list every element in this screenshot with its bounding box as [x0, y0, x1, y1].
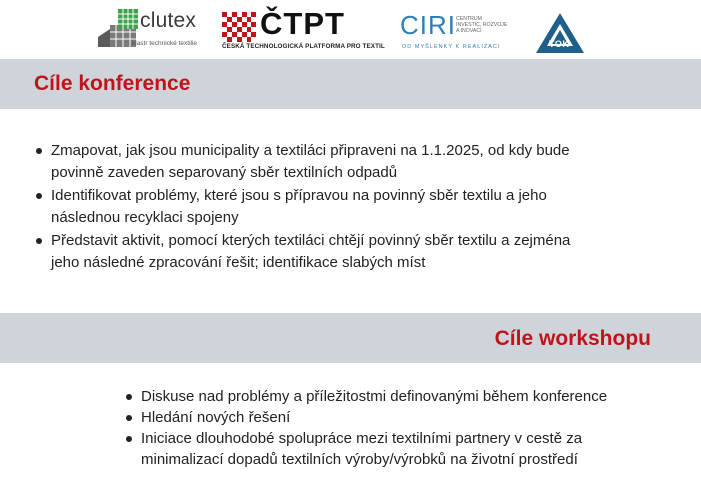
- ctpt-pattern-icon: [222, 12, 256, 42]
- list-item: [51, 230, 571, 274]
- list-item-text: Iniciace dlouhodobé spolupráce mezi textilními partnery v cestě za minimalizací dopadů textilních výroby/výrobků na životní prostředí: [141, 430, 583, 468]
- list-item: [141, 386, 661, 407]
- ciri-description-line: INVESTIC, ROZVOJE: [456, 22, 508, 29]
- list-item-text: Identifikovat problémy, které jsou s přípravou na povinný sběr textilu a jeho následnou recyklaci spojeny: [51, 187, 547, 226]
- list-item: [51, 185, 571, 229]
- ciri-wordmark: CIRI: [400, 10, 456, 40]
- bullet-icon: [36, 193, 42, 199]
- ctpt-wordmark: ČTPT: [260, 6, 345, 41]
- tok-wordmark: TOK: [549, 39, 570, 49]
- bullet-icon: [36, 238, 42, 244]
- workshop-heading-band: [0, 313, 701, 363]
- bullet-icon: [126, 415, 132, 421]
- clutex-wordmark: clutex: [140, 9, 197, 32]
- list-item: [141, 428, 661, 470]
- tok-logo: [535, 12, 585, 54]
- conference-goals-list: [51, 140, 571, 275]
- workshop-heading: Cíle workshopu: [494, 327, 651, 350]
- bullet-icon: [126, 436, 132, 442]
- ciri-description-line: A INOVACÍ: [456, 28, 482, 35]
- ctpt-logo: [222, 6, 385, 54]
- ciri-slogan: OD MYŠLENKY K REALIZACI: [402, 44, 501, 50]
- list-item: [51, 140, 571, 184]
- ciri-description: [456, 16, 507, 35]
- workshop-goals-list: [141, 386, 661, 470]
- bullet-icon: [36, 148, 42, 154]
- partner-logos: [0, 0, 701, 60]
- conference-heading: Cíle konference: [34, 72, 191, 95]
- clutex-subtitle: klastr technické textilie: [132, 40, 198, 47]
- list-item: [141, 407, 661, 428]
- bullet-icon: [126, 394, 132, 400]
- clutex-logo: [96, 7, 206, 53]
- list-item-text: Zmapovat, jak jsou municipality a textiláci připraveni na 1.1.2025, od kdy bude povinně zaveden separovaný sběr textilních odpadů: [51, 142, 570, 181]
- list-item-text: Představit aktivit, pomocí kterých textiláci chtějí povinný sběr textilu a zejména jeho následné zpracování řešit; identifikace slabých míst: [51, 232, 571, 271]
- ciri-logo: [400, 10, 512, 54]
- conference-heading-band: [0, 59, 701, 109]
- ciri-description-line: CENTRUM: [456, 16, 482, 22]
- ctpt-subtitle: ČESKÁ TECHNOLOGICKÁ PLATFORMA PRO TEXTIL: [222, 43, 385, 50]
- list-item-text: Diskuse nad problémy a příležitostmi definovanými během konference: [141, 388, 608, 405]
- list-item-text: Hledání nových řešení: [141, 409, 291, 426]
